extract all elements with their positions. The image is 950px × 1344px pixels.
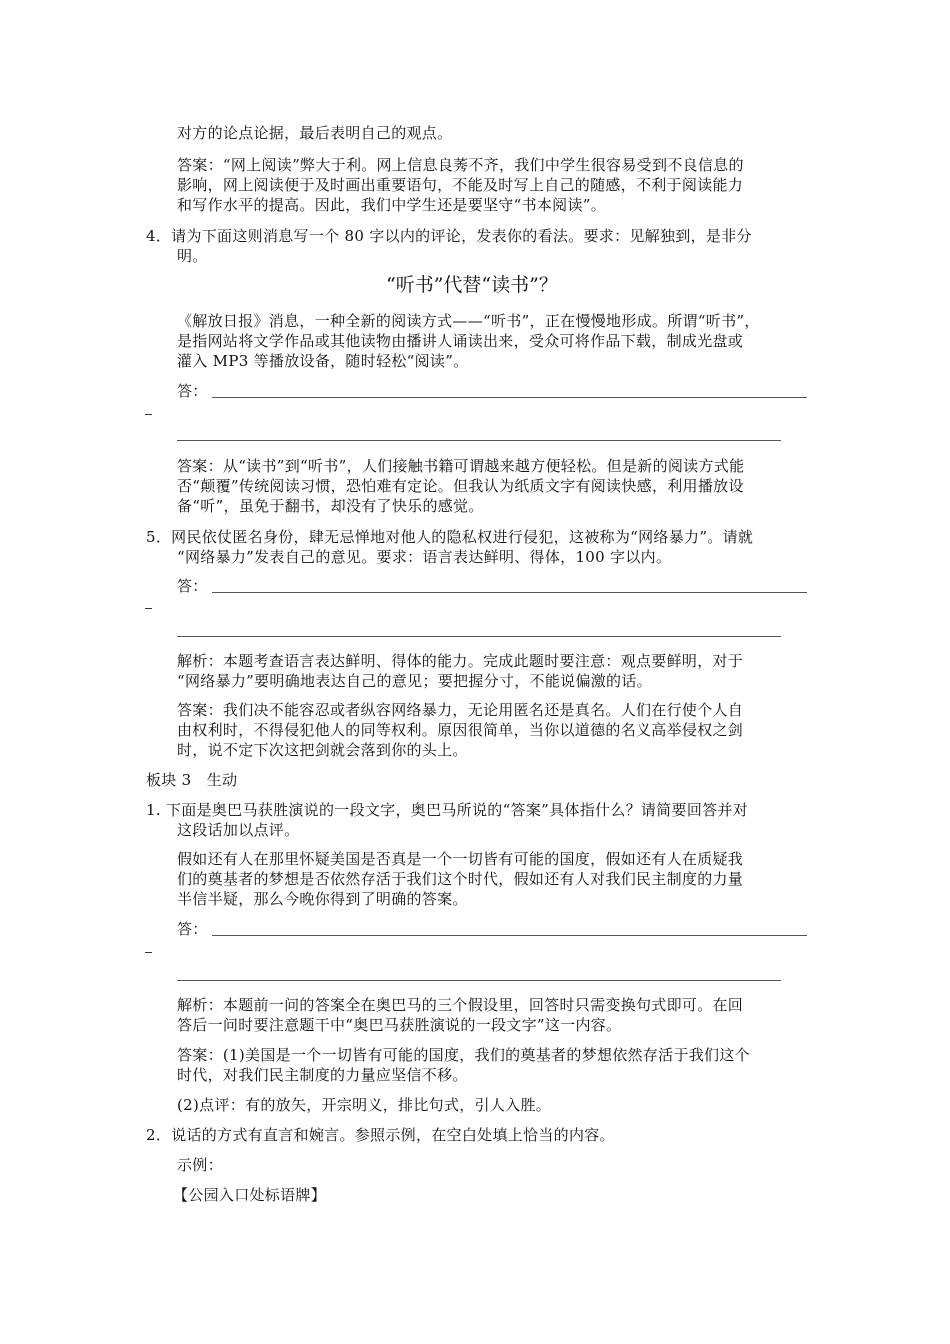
dash-mark — [145, 414, 152, 415]
dash-mark — [145, 608, 152, 609]
answer-line: 否“颠覆”传统阅读习惯，恐怕难有定论。但我认为纸质文字有阅读快感，利用播放设 — [177, 477, 744, 495]
passage-line: 《解放日报》消息，一种全新的阅读方式——“听书”，正在慢慢地形成。所谓“听书”， — [177, 312, 760, 330]
analysis-line: 解析：本题考查语言表达鲜明、得体的能力。完成此题时要注意：观点要鲜明，对于 — [177, 652, 744, 670]
section-heading: 板块 3 生动 — [146, 771, 238, 789]
passage-line: 是指网站将文学作品或其他读物由播讲人诵读出来，受众可将作品下载，制成光盘或 — [177, 332, 744, 350]
answer-line: 答案：我们决不能容忍或者纵容网络暴力，无论用匿名还是真名。人们在行使个人自 — [177, 701, 744, 719]
text-line: 对方的论点论据，最后表明自己的观点。 — [177, 124, 453, 142]
question-prompt: 4．请为下面这则消息写一个 80 字以内的评论，发表你的看法。要求：见解独到，是非分 — [146, 227, 752, 245]
answer-line: 答案：(1)美国是一个一切皆有可能的国度，我们的奠基者的梦想依然存活于我们这个 — [177, 1046, 750, 1064]
answer-line: 影响，网上阅读便于及时画出重要语句，不能及时写上自己的随感，不利于阅读能力 — [177, 176, 744, 194]
answer-line: 时代，对我们民主制度的力量应坚信不移。 — [177, 1066, 468, 1084]
question-prompt: 这段话加以点评。 — [177, 821, 300, 839]
answer-line: 和写作水平的提高。因此，我们中学生还是要坚守“书本阅读”。 — [177, 196, 607, 214]
passage-line: 灌入 MP3 等播放设备，随时轻松“阅读”。 — [177, 352, 469, 370]
passage-line: 半信半疑，那么今晚你得到了明确的答案。 — [177, 890, 468, 908]
passage-line: 们的奠基者的梦想是否依然存活于我们这个时代，假如还有人对我们民主制度的力量 — [177, 870, 744, 888]
answer-line: 备“听”，虽免于翻书，却没有了快乐的感觉。 — [177, 497, 484, 515]
answer-line: 由权利时，不得侵犯他人的同等权利。原因很简单，当你以道德的名义高举侵权之剑 — [177, 721, 744, 739]
answer-label: 答： — [177, 920, 208, 938]
example-sign: 【公园入口处标语牌】 — [173, 1186, 327, 1204]
analysis-line: 解析：本题前一问的答案全在奥巴马的三个假设里，回答时只需变换句式即可。在回 — [177, 996, 744, 1014]
answer-blank-line[interactable] — [177, 980, 781, 981]
answer-label: 答： — [177, 577, 208, 595]
answer-blank-line[interactable] — [177, 440, 781, 441]
answer-line: (2)点评：有的放矢，开宗明义，排比句式，引人入胜。 — [177, 1096, 552, 1114]
answer-line: 时，说不定下次这把剑就会落到你的头上。 — [177, 741, 468, 759]
answer-label: 答： — [177, 382, 208, 400]
passage-title: “听书”代替“读书”？ — [386, 274, 558, 296]
answer-blank-line[interactable] — [212, 397, 807, 398]
passage-line: 假如还有人在那里怀疑美国是否真是一个一切皆有可能的国度，假如还有人在质疑我 — [177, 850, 744, 868]
question-prompt: 2．说话的方式有直言和婉言。参照示例，在空白处填上恰当的内容。 — [146, 1126, 615, 1144]
answer-blank-line[interactable] — [212, 935, 807, 936]
analysis-line: “网络暴力”要明确地表达自己的意见；要把握分寸，不能说偏激的话。 — [177, 672, 652, 690]
analysis-line: 答后一问时要注意题干中“奥巴马获胜演说的一段文字”这一内容。 — [177, 1016, 622, 1034]
answer-blank-line[interactable] — [212, 592, 807, 593]
question-prompt: 明。 — [177, 247, 208, 265]
question-prompt: “网络暴力”发表自己的意见。要求：语言表达鲜明、得体，100 字以内。 — [177, 548, 672, 566]
answer-line: 答案：“网上阅读”弊大于利。网上信息良莠不齐，我们中学生很容易受到不良信息的 — [177, 156, 744, 174]
question-prompt: 1. 下面是奥巴马获胜演说的一段文字，奥巴马所说的“答案”具体指什么？请简要回答并对 — [146, 801, 749, 819]
example-label: 示例： — [177, 1156, 223, 1174]
dash-mark — [145, 952, 152, 953]
answer-line: 答案：从“读书”到“听书”，人们接触书籍可谓越来越方便轻松。但是新的阅读方式能 — [177, 457, 745, 475]
question-prompt: 5．网民依仗匿名身份，肆无忌惮地对他人的隐私权进行侵犯，这被称为“网络暴力”。请就 — [146, 528, 754, 546]
answer-blank-line[interactable] — [177, 636, 781, 637]
